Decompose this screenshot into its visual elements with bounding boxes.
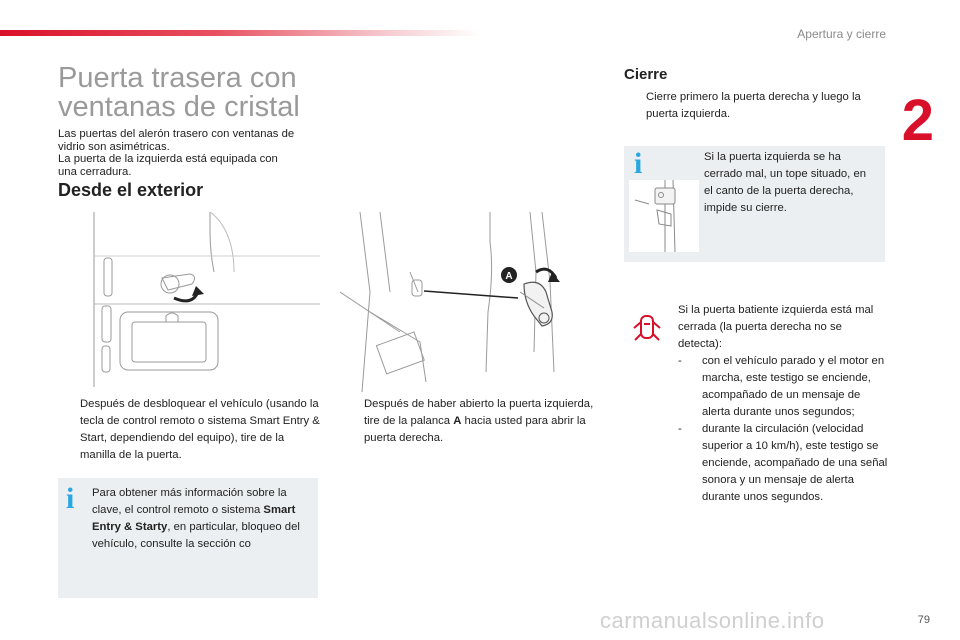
warning-block	[678, 302, 888, 506]
info-box-exterior	[58, 478, 318, 598]
header-accent-bar	[0, 30, 480, 36]
step-exterior-1	[60, 396, 320, 464]
step-cierre-text: Cierre primero la puerta derecha y luego la puerta izquierda.	[646, 91, 861, 120]
heading-exterior: Desde el exterior	[58, 180, 204, 200]
callout-line	[424, 291, 518, 298]
info-icon: i	[66, 482, 75, 515]
step2-text-b: hacia usted para abrir la puerta derecha.	[364, 415, 586, 444]
chapter-number: 2	[901, 88, 934, 153]
warning-item	[678, 353, 888, 421]
illustration-lever-a	[340, 212, 562, 392]
step-cierre	[624, 89, 886, 123]
info-icon: i	[634, 147, 643, 180]
heading-cierre: Cierre	[624, 66, 668, 83]
section-title: Apertura y cierre	[797, 27, 886, 41]
illustration-door-handle	[84, 212, 320, 392]
step2-bold: A	[453, 415, 462, 427]
warning-item-text: durante la circulación (velocidad superior a 10 km/h), este testigo se enciende, acompañado de una señal sonora y un mensaje de alerta durante unos segundos.	[702, 423, 888, 503]
info-text-b: , en particular, bloqueo del vehículo, consulte la sección co	[92, 521, 300, 550]
dash: -	[678, 355, 682, 367]
info-box-exterior-text	[92, 485, 300, 553]
step-exterior-2	[342, 396, 598, 447]
step-exterior-2-text	[364, 396, 598, 447]
watermark: carmanualsonline.info	[600, 608, 825, 633]
door-stop-illustration	[629, 180, 699, 252]
page-title	[58, 64, 358, 122]
warning-list	[678, 353, 888, 506]
info-text-a: Para obtener más información sobre la clave, el control remoto o sistema	[92, 487, 287, 516]
page-title-line2: ventanas de cristal	[58, 91, 300, 123]
page-title-line1: Puerta trasera con	[58, 62, 297, 94]
step2-text-a: Después de haber abierto la puerta izquierda, tire de la palanca	[364, 398, 594, 427]
step-exterior-1-text: Después de desbloquear el vehículo (usando la tecla de control remoto o sistema Smart Entry & Start, dependiendo del equipo), tire de la manilla de la puerta.	[80, 398, 320, 461]
intro-paragraph: Las puertas del alerón trasero con ventanas de vidrio son asimétricas. La puerta de la izquierda está equipada con una cerradura.	[58, 128, 295, 178]
callout-label: A	[505, 271, 513, 282]
warning-intro: Si la puerta batiente izquierda está mal cerrada (la puerta derecha no se detecta):	[678, 304, 874, 350]
door-open-warning-icon	[632, 310, 662, 344]
warning-item-text: con el vehículo parado y el motor en marcha, este testigo se enciende, acompañado de un mensaje de alerta durante unos segundos;	[702, 355, 885, 418]
warning-item	[678, 421, 888, 506]
dash: -	[678, 423, 682, 435]
info-text-bold: Smart Entry & Starty	[92, 504, 296, 533]
page-number: 79	[917, 614, 930, 626]
info-box-cierre	[624, 146, 885, 262]
info-box-cierre-text: Si la puerta izquierda se ha cerrado mal, un tope situado, en el canto de la puerta derecha, impide su cierre.	[704, 151, 867, 214]
lever-a	[520, 282, 552, 326]
